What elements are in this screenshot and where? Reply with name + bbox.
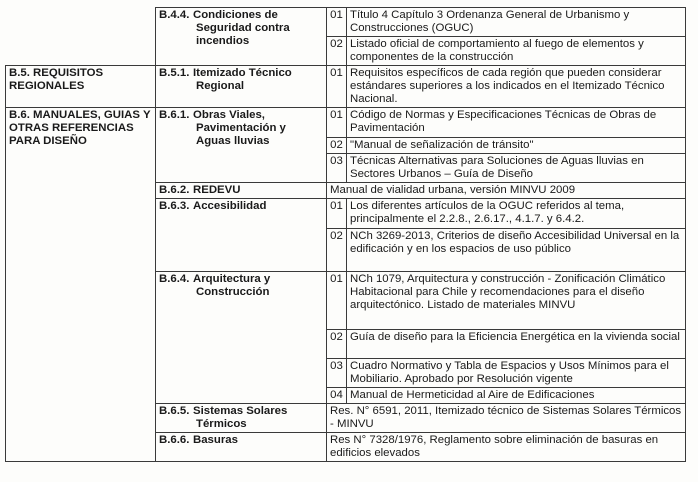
item-number: 01: [327, 66, 347, 108]
item-text: NCh 3269-2013, Criterios de diseño Accesibilidad Universal en la edificación y en los espacios de uso público: [347, 229, 686, 272]
subsection-code: B.6.5.: [159, 405, 190, 417]
subsection-b62: [156, 183, 327, 199]
section-b6: B.6. MANUALES, GUIAS Y OTRAS REFERENCIAS PARA DISEÑO: [6, 108, 156, 462]
subsection-title: Arquitectura y: [193, 273, 271, 285]
section-b5: B.5. REQUISITOS REGIONALES: [6, 66, 156, 108]
subsection-title: Accesibilidad: [193, 200, 267, 212]
item-text: Requisitos específicos de cada región que pueden considerar estándares superiores a los indicados en el Itemizado Técnico Nacional.: [347, 66, 686, 108]
subsection-title: REDEVU: [193, 184, 241, 196]
item-number: 01: [327, 8, 347, 37]
item-number: 03: [327, 359, 347, 388]
item-text: Manual de Hermeticidad al Aire de Edificaciones: [347, 388, 686, 404]
subsection-code: B.6.2.: [159, 184, 190, 196]
section-cell-empty: [6, 8, 156, 66]
subsection-title: Aguas lluvias: [196, 135, 270, 147]
item-text: Los diferentes artículos de la OGUC referidos al tema, principalmente el 2.2.8., 2.6.17., 4.1.7. y 6.4.2.: [347, 199, 686, 229]
subsection-b51: [156, 66, 327, 108]
item-number: 02: [327, 138, 347, 154]
table-row: [6, 8, 686, 37]
item-text: "Manual de señalización de tránsito": [347, 138, 686, 154]
item-text: Guía de diseño para la Eficiencia Energética en la vivienda social: [347, 330, 686, 359]
item-number: 02: [327, 330, 347, 359]
subsection-code: B.6.1.: [159, 109, 190, 121]
item-number: 02: [327, 229, 347, 272]
subsection-title: Construcción: [196, 286, 270, 298]
item-text: Código de Normas y Especificaciones Técnicas de Obras de Pavimentación: [347, 108, 686, 138]
item-text: Res N° 7328/1976, Reglamento sobre eliminación de basuras en edificios elevados: [327, 433, 686, 462]
subsection-title: Térmicos: [196, 418, 247, 430]
subsection-b44: [156, 8, 327, 66]
subsection-title: Sistemas Solares: [193, 405, 288, 417]
subsection-title: Obras Viales,: [193, 109, 265, 121]
subsection-title: Basuras: [193, 434, 238, 446]
item-number: 02: [327, 37, 347, 66]
item-number: 04: [327, 388, 347, 404]
item-text: Cuadro Normativo y Tabla de Espacios y Usos Mínimos para el Mobiliario. Aprobado por Resolución vigente: [347, 359, 686, 388]
subsection-title: incendios: [196, 35, 250, 47]
item-text: NCh 1079, Arquitectura y construcción - Zonificación Climático Habitacional para Chile y recomendaciones para el diseño arquitectónico. Listado de materiales MINVU: [347, 272, 686, 330]
table-row: [6, 108, 686, 138]
subsection-b66: [156, 433, 327, 462]
subsection-b65: [156, 404, 327, 433]
table-row: [6, 66, 686, 108]
item-text: Técnicas Alternativas para Soluciones de Aguas lluvias en Sectores Urbanos – Guía de Diseño: [347, 154, 686, 183]
item-text: Título 4 Capítulo 3 Ordenanza General de Urbanismo y Construcciones (OGUC): [347, 8, 686, 37]
subsection-title: Regional: [196, 80, 245, 92]
item-text: Manual de vialidad urbana, versión MINVU 2009: [327, 183, 686, 199]
requirements-table: [5, 7, 686, 462]
subsection-title: Condiciones de: [193, 9, 278, 21]
item-text: Listado oficial de comportamiento al fuego de elementos y componentes de la construcción: [347, 37, 686, 66]
subsection-b63: [156, 199, 327, 272]
subsection-code: B.6.3.: [159, 200, 190, 212]
subsection-b61: [156, 108, 327, 183]
subsection-code: B.4.4.: [159, 9, 190, 21]
subsection-code: B.6.6.: [159, 434, 190, 446]
item-number: 03: [327, 154, 347, 183]
subsection-code: B.5.1.: [159, 67, 190, 79]
subsection-title: Itemizado Técnico: [193, 67, 292, 79]
subsection-code: B.6.4.: [159, 273, 190, 285]
item-number: 01: [327, 272, 347, 330]
subsection-b64: [156, 272, 327, 404]
item-text: Res. N° 6591, 2011, Itemizado técnico de Sistemas Solares Térmicos - MINVU: [327, 404, 686, 433]
subsection-title: Seguridad contra: [196, 22, 290, 34]
item-number: 01: [327, 108, 347, 138]
item-number: 01: [327, 199, 347, 229]
subsection-title: Pavimentación y: [196, 122, 286, 134]
